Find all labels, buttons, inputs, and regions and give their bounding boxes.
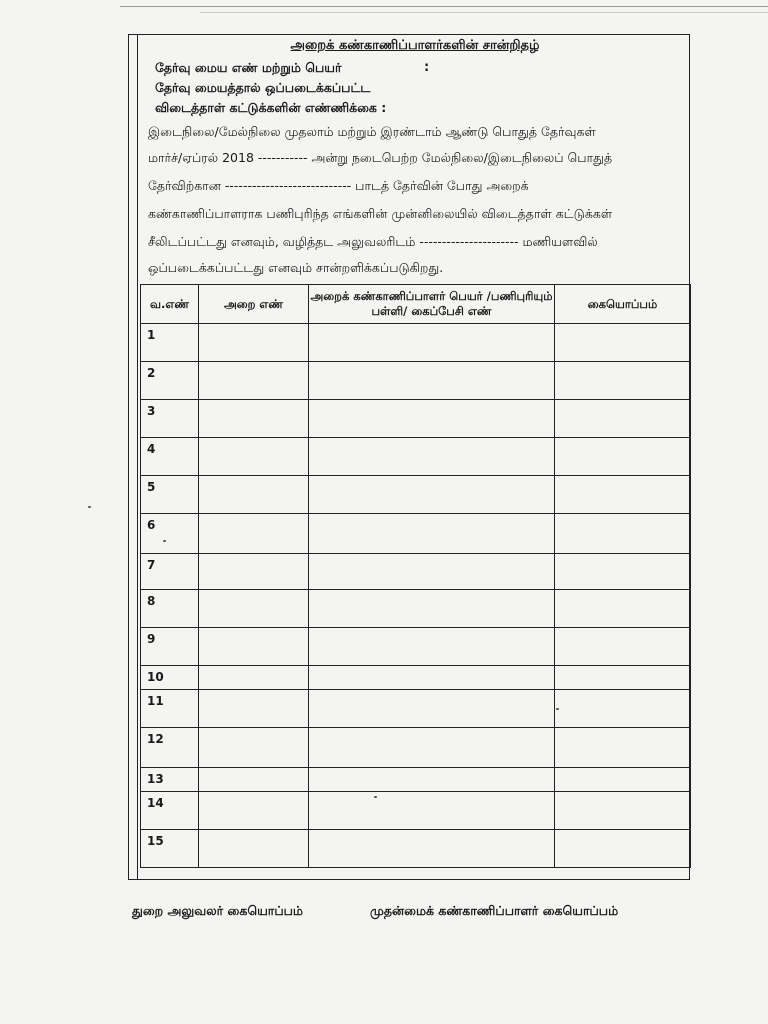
room-cell[interactable]: [199, 666, 309, 690]
page-edge-rule-faint: [200, 12, 768, 13]
certificate-line-3: தேர்விற்கான ---------------------------- பாடத் தேர்வின் போது அறைக்: [148, 178, 529, 193]
signature-cell[interactable]: [555, 400, 691, 438]
table-row: [141, 666, 691, 690]
signature-cell[interactable]: [555, 830, 691, 868]
invigilator-cell[interactable]: [309, 554, 555, 590]
serial-cell: 13: [141, 768, 199, 792]
table-row: [141, 438, 691, 476]
certificate-line-2: மார்ச்/ஏப்ரல் 2018 ----------- அன்று நடைபெற்ற மேல்நிலை/இடைநிலைப் பொதுத்: [148, 150, 613, 165]
invigilator-cell[interactable]: [309, 362, 555, 400]
table-row: [141, 514, 691, 554]
signature-cell[interactable]: [555, 514, 691, 554]
invigilator-cell[interactable]: [309, 690, 555, 728]
room-cell[interactable]: [199, 514, 309, 554]
table-row: [141, 554, 691, 590]
serial-cell: 10: [141, 666, 199, 690]
invigilator-cell[interactable]: [309, 792, 555, 830]
handed-over-label: தேர்வு மையத்தால் ஒப்படைக்கப்பட்ட: [155, 80, 371, 95]
scan-speck: [163, 540, 166, 542]
serial-cell: 4: [141, 438, 199, 476]
serial-cell: 15: [141, 830, 199, 868]
invigilator-table: [140, 284, 691, 868]
room-cell[interactable]: [199, 728, 309, 768]
signature-cell[interactable]: [555, 590, 691, 628]
serial-cell: 5: [141, 476, 199, 514]
room-cell[interactable]: [199, 476, 309, 514]
invigilator-cell[interactable]: [309, 768, 555, 792]
signature-cell[interactable]: [555, 438, 691, 476]
signature-cell[interactable]: [555, 476, 691, 514]
table-row: [141, 590, 691, 628]
room-cell[interactable]: [199, 628, 309, 666]
serial-cell: 11: [141, 690, 199, 728]
certificate-line-5: சீலிடப்பட்டது எனவும், வழித்தட அலுவலரிடம் ---------------------- மணியளவில்: [148, 234, 598, 249]
room-cell[interactable]: [199, 400, 309, 438]
table-header-row: [141, 285, 691, 324]
table-row: [141, 690, 691, 728]
signature-cell[interactable]: [555, 554, 691, 590]
serial-cell: 2: [141, 362, 199, 400]
serial-cell: 7: [141, 554, 199, 590]
invigilator-cell[interactable]: [309, 830, 555, 868]
room-cell[interactable]: [199, 554, 309, 590]
col-header-signature: கையொப்பம்: [555, 285, 691, 324]
dept-officer-signature-label: துறை அலுவலர் கையொப்பம்: [132, 903, 303, 918]
col-header-room: அறை எண்: [199, 285, 309, 324]
table-row: [141, 476, 691, 514]
invigilator-cell[interactable]: [309, 666, 555, 690]
col-header-invigilator: அறைக் கண்காணிப்பாளர் பெயர் /பணிபுரியும் பள்ளி/ கைப்பேசி எண்: [309, 285, 555, 324]
room-cell[interactable]: [199, 590, 309, 628]
serial-cell: 14: [141, 792, 199, 830]
serial-cell: 1: [141, 324, 199, 362]
form-inner-border: [137, 34, 138, 880]
scan-speck: [374, 796, 377, 798]
room-cell[interactable]: [199, 792, 309, 830]
room-cell[interactable]: [199, 830, 309, 868]
page-edge-rule: [120, 6, 768, 7]
invigilator-cell[interactable]: [309, 476, 555, 514]
room-cell[interactable]: [199, 768, 309, 792]
table-row: [141, 628, 691, 666]
invigilator-cell[interactable]: [309, 514, 555, 554]
room-cell[interactable]: [199, 438, 309, 476]
serial-cell: 9: [141, 628, 199, 666]
room-cell[interactable]: [199, 362, 309, 400]
invigilator-cell[interactable]: [309, 324, 555, 362]
table-row: [141, 400, 691, 438]
invigilator-cell[interactable]: [309, 400, 555, 438]
table-row: [141, 362, 691, 400]
signature-cell[interactable]: [555, 362, 691, 400]
table-row: [141, 830, 691, 868]
signature-cell[interactable]: [555, 628, 691, 666]
invigilator-cell[interactable]: [309, 628, 555, 666]
exam-centre-colon: :: [424, 60, 430, 75]
invigilator-cell[interactable]: [309, 590, 555, 628]
invigilator-cell[interactable]: [309, 728, 555, 768]
signature-cell[interactable]: [555, 690, 691, 728]
table-row: [141, 768, 691, 792]
certificate-line-1: இடைநிலை/மேல்நிலை முதலாம் மற்றும் இரண்டாம் ஆண்டு பொதுத் தேர்வுகள்: [148, 124, 596, 139]
bundle-count-label: விடைத்தாள் கட்டுக்களின் எண்ணிக்கை :: [155, 100, 387, 115]
signature-cell[interactable]: [555, 728, 691, 768]
signature-cell[interactable]: [555, 792, 691, 830]
table-row: [141, 728, 691, 768]
signature-cell[interactable]: [555, 768, 691, 792]
signature-cell[interactable]: [555, 324, 691, 362]
room-cell[interactable]: [199, 324, 309, 362]
exam-centre-label: தேர்வு மைய எண் மற்றும் பெயர்: [155, 60, 342, 75]
serial-cell: 12: [141, 728, 199, 768]
certificate-line-6: ஒப்படைக்கப்பட்டது எனவும் சான்றளிக்கப்படுகிறது.: [148, 260, 444, 275]
scan-speck: [556, 708, 559, 710]
table-row: [141, 792, 691, 830]
table-row: [141, 324, 691, 362]
serial-cell: 3: [141, 400, 199, 438]
col-header-serial: வ.எண்: [141, 285, 199, 324]
form-title: அறைக் கண்காணிப்பாளர்களின் சான்றிதழ்: [290, 38, 540, 53]
chief-superintendent-signature-label: முதன்மைக் கண்காணிப்பாளர் கையொப்பம்: [370, 903, 619, 918]
serial-cell: 6: [141, 514, 199, 554]
serial-cell: 8: [141, 590, 199, 628]
signature-cell[interactable]: [555, 666, 691, 690]
room-cell[interactable]: [199, 690, 309, 728]
invigilator-cell[interactable]: [309, 438, 555, 476]
scan-speck: [88, 506, 91, 508]
certificate-line-4: கண்காணிப்பாளராக பணிபுரிந்த எங்களின் முன்னிலையில் விடைத்தாள் கட்டுக்கள்: [148, 206, 613, 221]
